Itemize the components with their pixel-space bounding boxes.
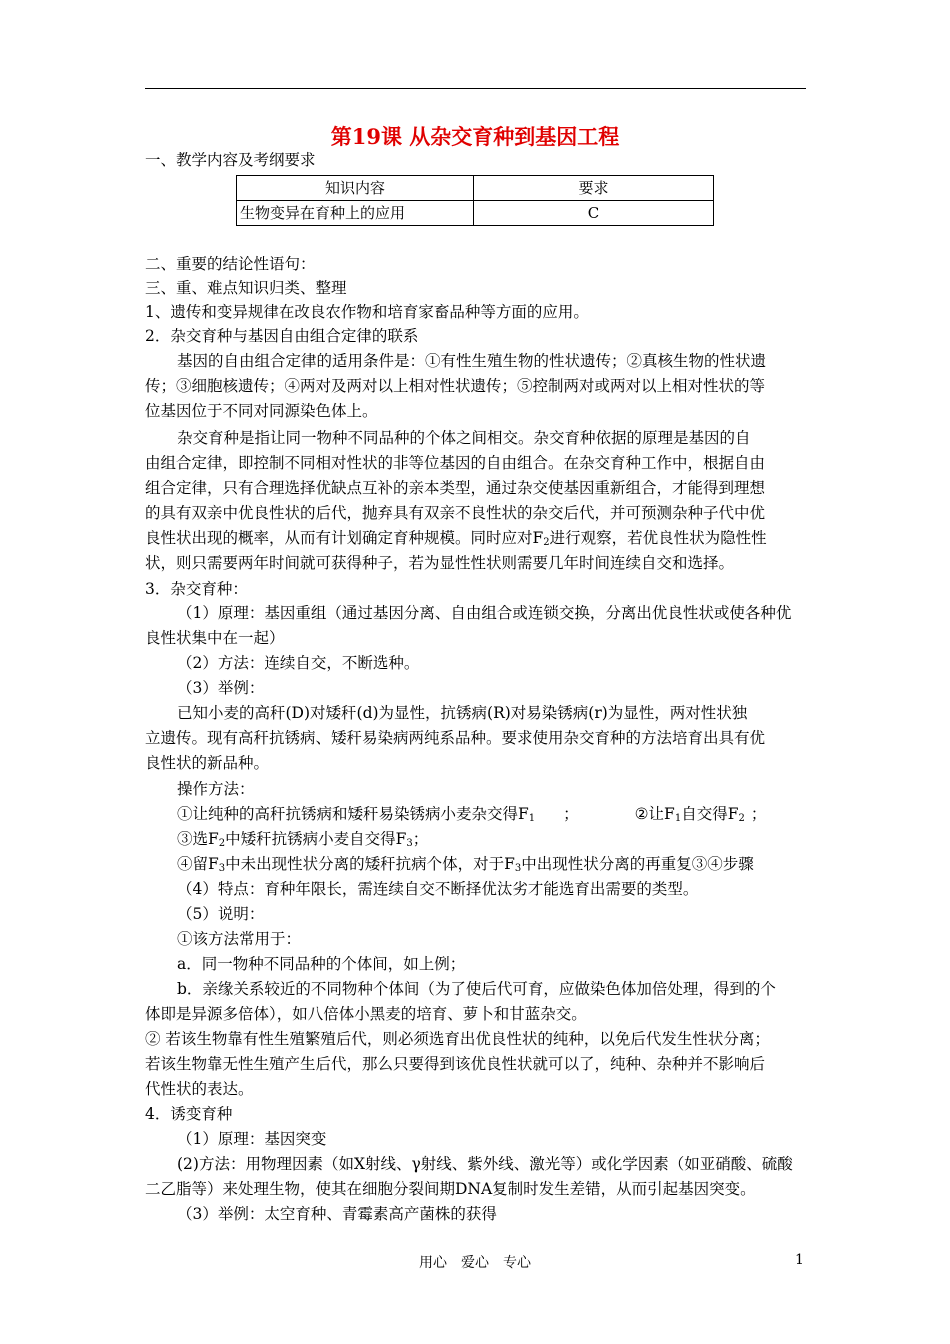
table-header-cell: 要求 <box>474 176 714 201</box>
paragraph-line: 的具有双亲中优良性状的后代，抛弃具有双亲不良性状的杂交后代，并可预测杂种子代中优 <box>145 504 766 522</box>
table-cell: C <box>474 201 714 226</box>
step-line: ③选$F_2$中矮秆抗锈病小麦自交得$F_3$； <box>177 830 429 849</box>
paragraph-line: （2）方法：连续自交，不断选种。 <box>177 654 420 672</box>
paragraph-line: 二乙脂等）来处理生物，使其在细胞分裂间期DNA复制时发生差错，从而引起基因突变。 <box>145 1180 756 1198</box>
section-heading-3: 三、重、难点知识归类、整理 <box>145 279 347 297</box>
paragraph-line: 良性状集中在一起） <box>145 629 285 647</box>
paragraph: 1、遗传和变异规律在改良农作物和培育家畜品种等方面的应用。 <box>145 303 589 321</box>
paragraph-line: （5）说明： <box>177 905 265 923</box>
paragraph-line: 操作方法： <box>177 780 255 798</box>
table-cell: 生物变异在育种上的应用 <box>237 201 474 226</box>
page-footer: 用心 爱心 专心 <box>419 1255 531 1271</box>
paragraph-line: 由组合定律，即控制不同相对性状的非等位基因的自由组合。在杂交育种工作中，根据自由 <box>145 454 766 472</box>
subheading: 2．杂交育种与基因自由组合定律的联系 <box>145 327 419 345</box>
page-number: 1 <box>795 1252 804 1268</box>
paragraph-line: 良性状的新品种。 <box>145 754 270 772</box>
paragraph-line: （1）原理：基因重组（通过基因分离、自由组合或连锁交换，分离出优良性状或使各种优 <box>177 604 792 622</box>
paragraph-line: 位基因位于不同对同源染色体上。 <box>145 402 378 420</box>
paragraph-line: 良性状出现的概率，从而有计划确定育种规模。同时应对$F_2$进行观察，若优良性状为隐性性 <box>145 529 767 548</box>
paragraph-line: 立遗传。现有高秆抗锈病、矮秆易染病两纯系品种。要求使用杂交育种的方法培育出具有优 <box>145 729 766 747</box>
paragraph-line: 已知小麦的高秆(D)对矮秆(d)为显性，抗锈病(R)对易染锈病(r)为显性，两对性状独 <box>177 704 748 722</box>
step-line: ①让纯种的高秆抗锈病和矮秆易染锈病小麦杂交得$F_1$ ； ②让$F_1$自交得$F_2$ ； <box>177 805 767 824</box>
table-row <box>237 201 714 226</box>
requirements-table <box>236 175 714 226</box>
table-header-row <box>237 176 714 201</box>
subheading: 4．诱变育种 <box>145 1105 233 1123</box>
section-heading-1: 一、教学内容及考纲要求 <box>145 151 316 169</box>
step-line: ④留$F_3$中未出现性状分离的矮秆抗病个体，对于$F_3$中出现性状分离的再重复③④步骤 <box>177 855 754 874</box>
paragraph-line: （1）原理：基因突变 <box>177 1130 327 1148</box>
paragraph-line: ①该方法常用于： <box>177 930 302 948</box>
header-rule <box>145 88 806 89</box>
paragraph-line: 传；③细胞核遗传；④两对及两对以上相对性状遗传；⑤控制两对或两对以上相对性状的等 <box>145 377 766 395</box>
paragraph-line: 代性状的表达。 <box>145 1080 254 1098</box>
paragraph-line: a．同一物种不同品种的个体间，如上例； <box>177 955 466 973</box>
paragraph-line: 体即是异源多倍体），如八倍体小黑麦的培育、萝卜和甘蓝杂交。 <box>145 1005 587 1023</box>
paragraph-line: 状，则只需要两年时间就可获得种子，若为显性性状则需要几年时间连续自交和选择。 <box>145 554 735 572</box>
paragraph-line: （3）举例： <box>177 679 265 697</box>
paragraph-line: （4）特点：育种年限长，需连续自交不断择优汰劣才能选育出需要的类型。 <box>177 880 699 898</box>
paragraph-line: 若该生物靠无性生殖产生后代，那么只要得到该优良性状就可以了，纯种、杂种并不影响后 <box>145 1055 766 1073</box>
section-heading-2: 二、重要的结论性语句： <box>145 255 316 273</box>
paragraph-line: 基因的自由组合定律的适用条件是：①有性生殖生物的性状遗传；②真核生物的性状遗 <box>177 352 767 370</box>
page-title: 第19课 从杂交育种到基因工程 <box>330 124 620 149</box>
paragraph-line: (2)方法：用物理因素（如X射线、γ射线、紫外线、激光等）或化学因素（如亚硝酸、硫酸 <box>177 1155 793 1173</box>
paragraph-line: b．亲缘关系较近的不同物种个体间（为了使后代可育，应做染色体加倍处理，得到的个 <box>177 980 776 998</box>
paragraph-line: （3）举例：太空育种、青霉素高产菌株的获得 <box>177 1205 497 1223</box>
paragraph-line: ② 若该生物靠有性生殖繁殖后代，则必须选育出优良性状的纯种，以免后代发生性状分离； <box>145 1030 770 1048</box>
paragraph-line: 组合定律，只有合理选择优缺点互补的亲本类型，通过杂交使基因重新组合，才能得到理想 <box>145 479 766 497</box>
table-header-cell: 知识内容 <box>237 176 474 201</box>
subheading: 3．杂交育种： <box>145 580 248 598</box>
paragraph-line: 杂交育种是指让同一物种不同品种的个体之间相交。杂交育种依据的原理是基因的自 <box>177 429 751 447</box>
